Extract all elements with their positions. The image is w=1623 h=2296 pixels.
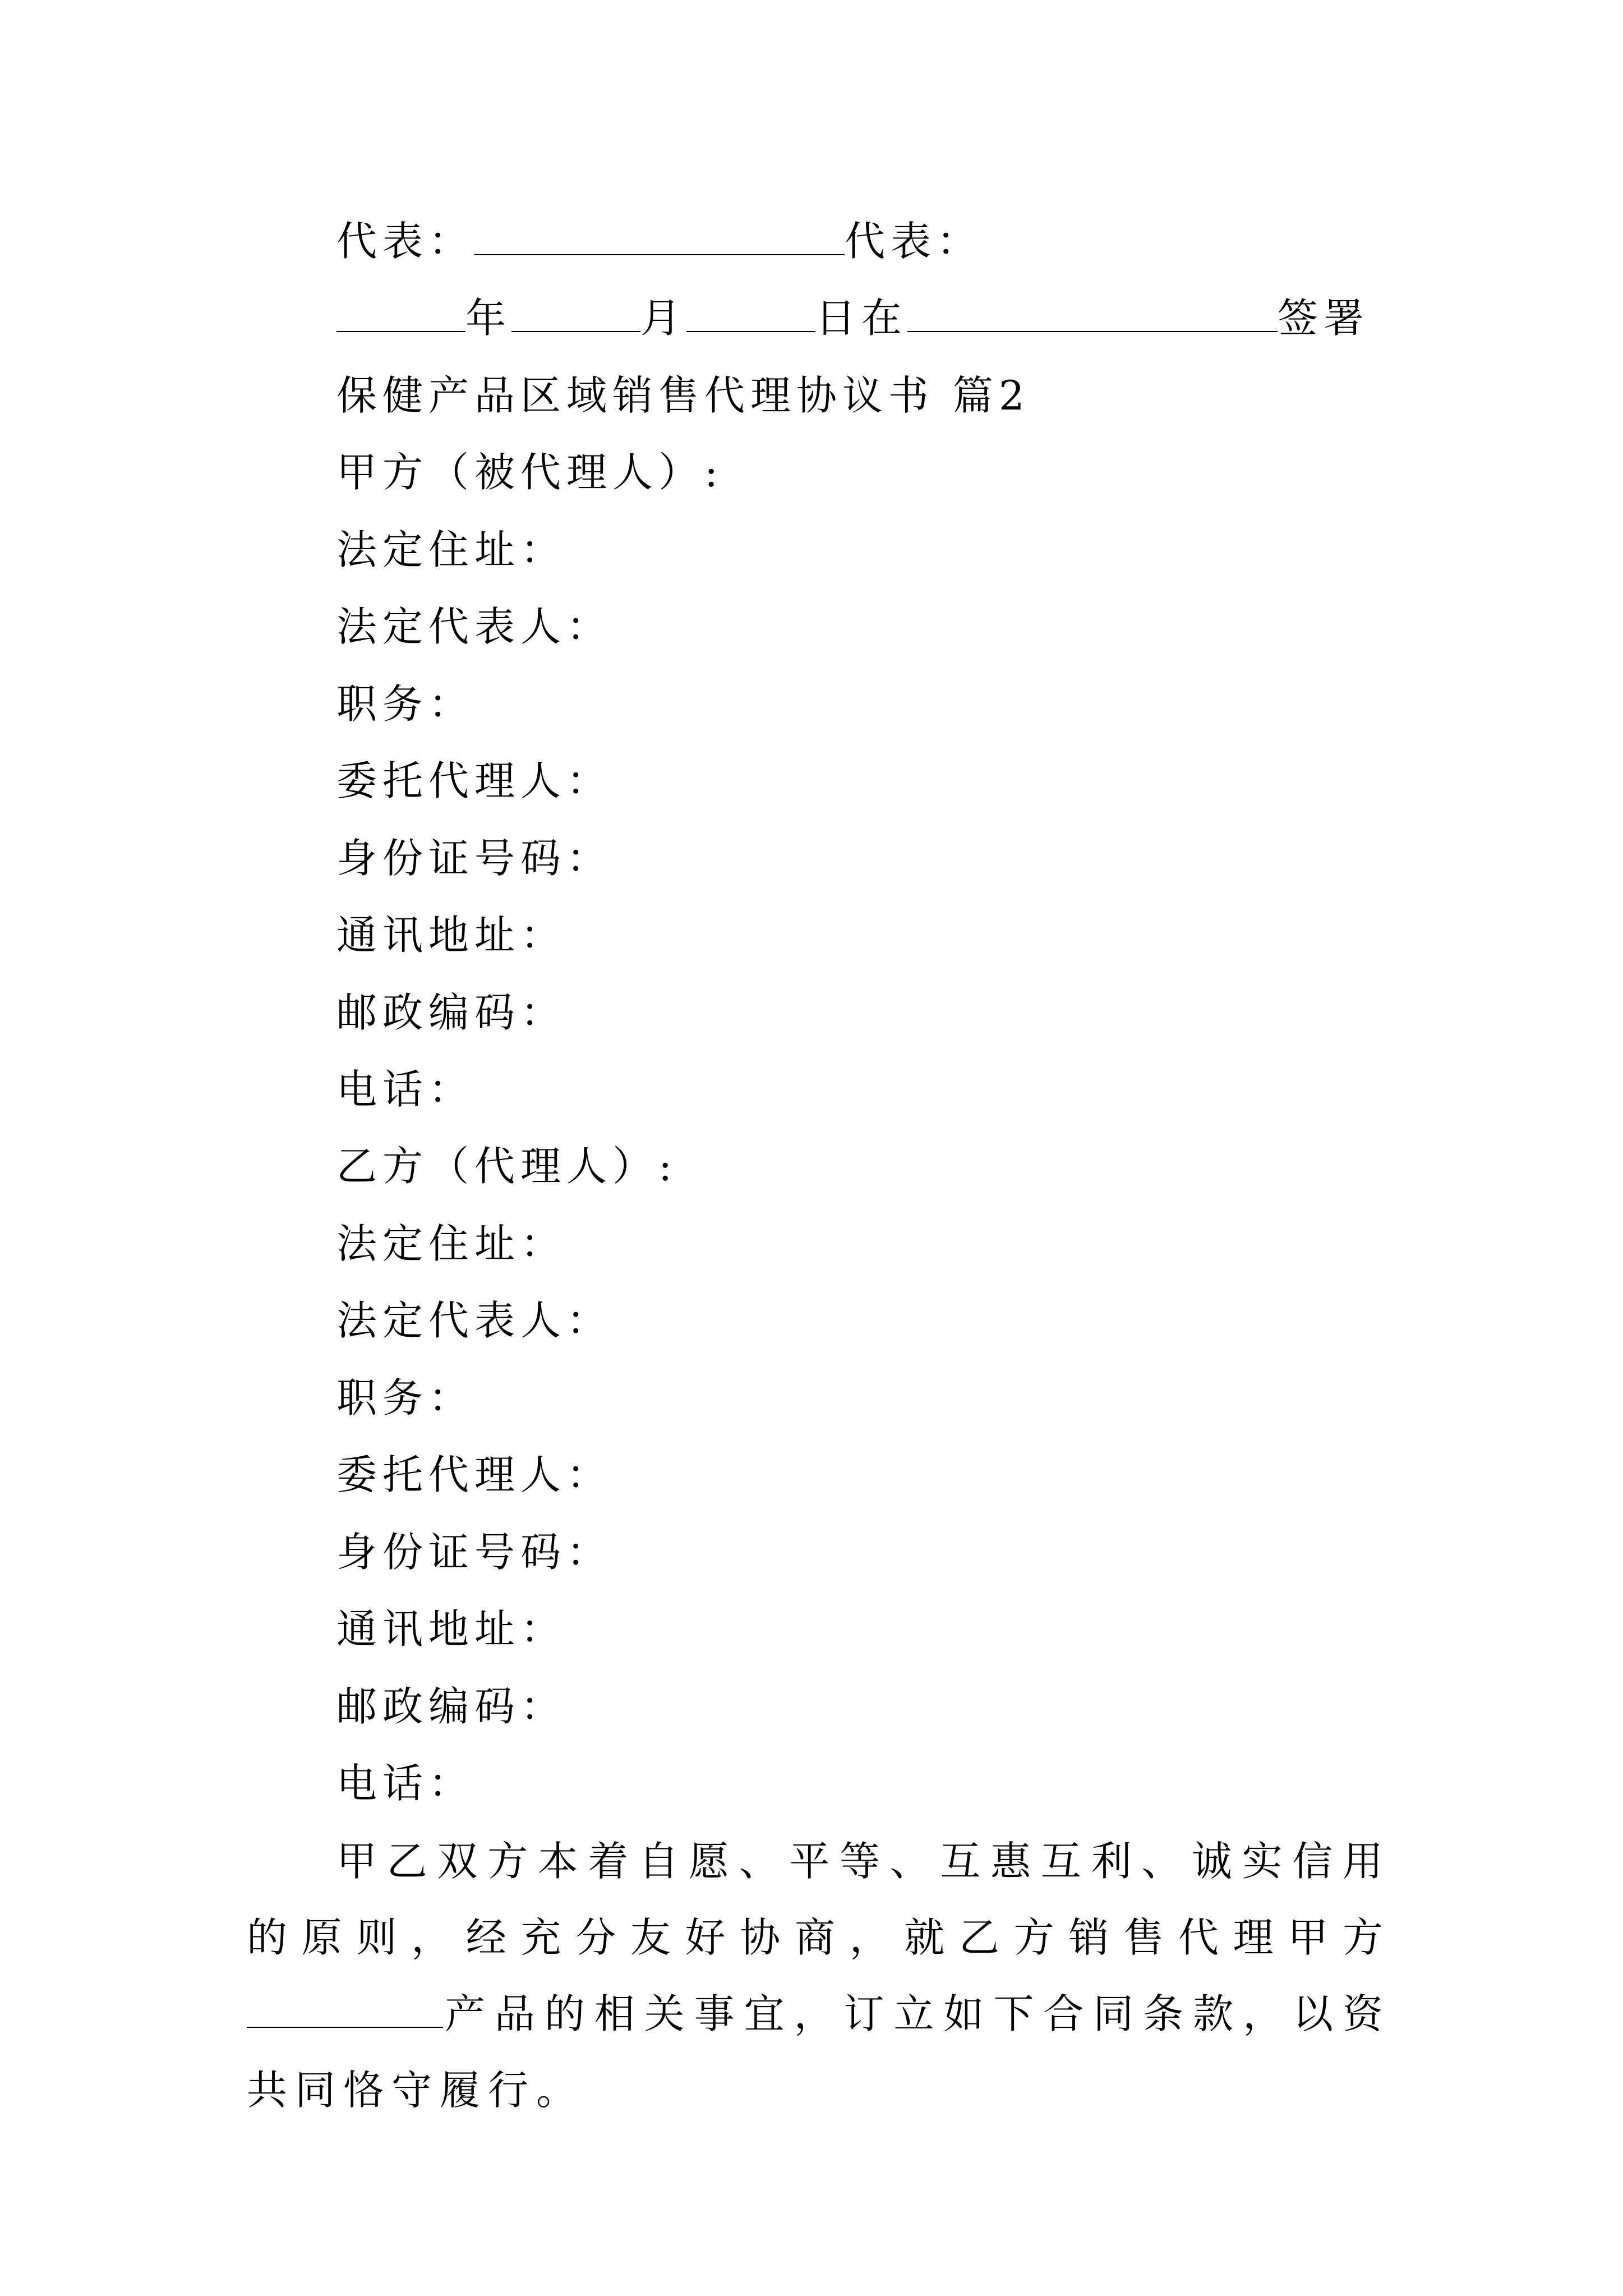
party-b-phone-label: 电话： (336, 1760, 475, 1807)
year-blank (336, 295, 465, 332)
day-blank (686, 295, 815, 332)
product-name-blank (247, 1993, 443, 2028)
party-b-postal-code-label: 邮政编码： (336, 1683, 567, 1730)
party-b-id-number-label: 身份证号码： (336, 1529, 613, 1576)
representative-label-left: 代表： (336, 218, 475, 265)
party-b-address-label: 法定住址： (336, 1220, 567, 1267)
representative-label-right: 代表： (845, 218, 983, 265)
party-b-agent-label: 委托代理人： (336, 1451, 613, 1498)
intro-paragraph (247, 1823, 1391, 2128)
party-b-legal-rep-label: 法定代表人： (336, 1297, 613, 1344)
party-b-heading: 乙方（代理人）: (336, 1143, 678, 1190)
party-a-postal-code-label: 邮政编码： (336, 989, 567, 1036)
date-place-line (336, 293, 1370, 343)
party-a-agent-label: 委托代理人： (336, 757, 613, 804)
party-a-address-label: 法定住址： (336, 526, 567, 573)
party-a-phone-label: 电话： (336, 1066, 475, 1113)
representative-line (336, 216, 983, 266)
year-label: 年 (465, 295, 512, 342)
party-a-legal-rep-label: 法定代表人： (336, 603, 613, 650)
representative-blank (474, 218, 845, 255)
party-a-position-label: 职务： (336, 680, 475, 728)
party-a-id-number-label: 身份证号码： (336, 835, 613, 882)
intro-text-before: 甲乙双方本着自愿、平等、互惠互利、诚实信用的原则，经充分友好协商，就乙方销售代理甲方 (247, 1838, 1391, 1961)
intro-text-after: 产品的相关事宜，订立如下合同条款，以资共同恪守履行。 (247, 1990, 1391, 2114)
month-blank (511, 295, 640, 332)
party-b-mailing-address-label: 通讯地址： (336, 1605, 567, 1653)
day-at-label: 日在 (815, 295, 908, 342)
party-a-heading: 甲方（被代理人）: (336, 449, 724, 496)
section-title: 保健产品区域销售代理协议书 篇2 (336, 372, 1030, 419)
party-a-mailing-address-label: 通讯地址： (336, 912, 567, 959)
month-label: 月 (640, 295, 687, 342)
place-blank (907, 295, 1278, 332)
party-b-position-label: 职务： (336, 1374, 475, 1421)
signed-label: 签署 (1278, 295, 1370, 342)
